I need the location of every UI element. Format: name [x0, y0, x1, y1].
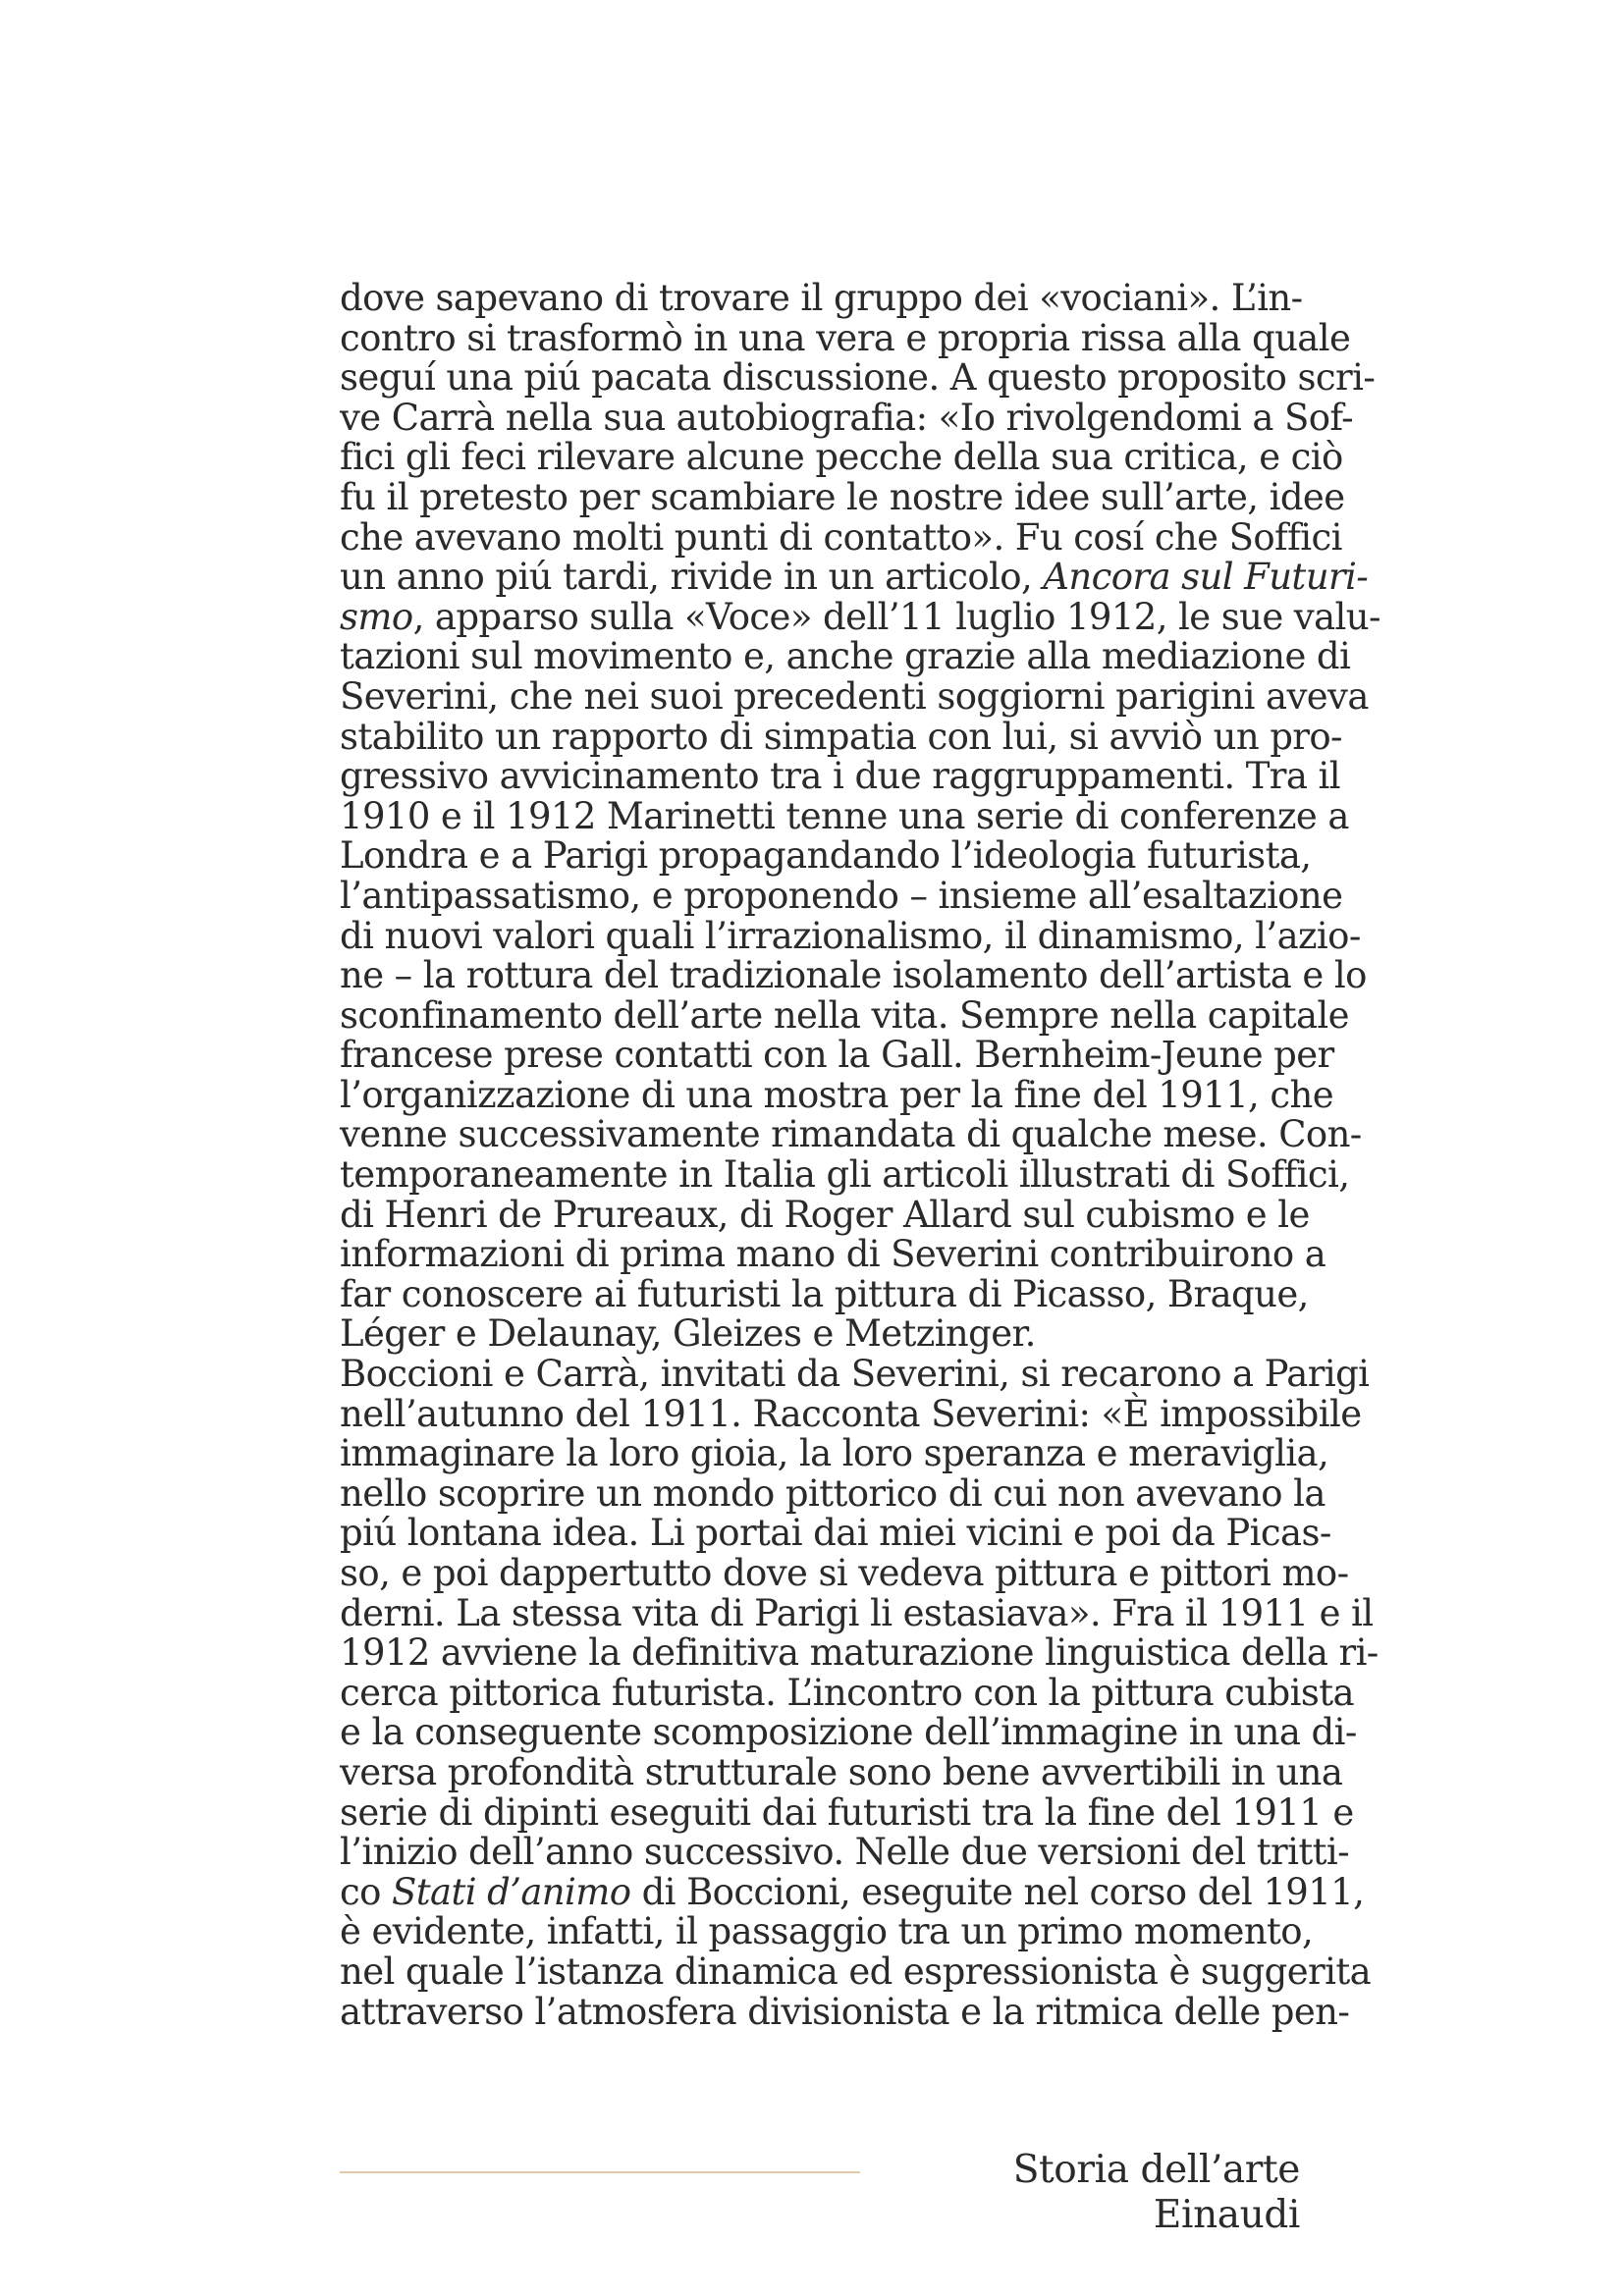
text-line: è evidente, infatti, il passaggio tra un primo momento, [340, 1910, 1314, 1953]
text-line: fu il pretesto per scambiare le nostre idee sull’arte, idee [340, 475, 1345, 518]
text-line: piú lontana idea. Li portai dai miei vicini e poi da Picas- [340, 1512, 1331, 1555]
paragraph-end-line: Léger e Delaunay, Gleizes e Metzinger. [340, 1312, 1036, 1356]
text-line [340, 556, 1369, 599]
text-line: stabilito un rapporto di simpatia con lui, si avviò un pro- [340, 715, 1342, 758]
text-line: so, e poi dappertutto dove si vedeva pittura e pittori mo- [340, 1552, 1349, 1594]
text-line: l’antipassatismo, e proponendo – insieme all’esaltazione [340, 874, 1343, 917]
footer-publisher-title: Storia dell’arte Einaudi [1012, 2148, 1300, 2237]
text-line: ve Carrà nella sua autobiografia: «Io rivolgendomi a Sof- [340, 396, 1354, 439]
text-line [340, 1870, 1365, 1913]
artwork-title-italic: Stati d’animo [391, 1870, 631, 1913]
text-line: che avevano molti punti di contatto». Fu cosí che Soffici [340, 515, 1342, 559]
text-line: gressivo avvicinamento tra i due raggruppamenti. Tra il [340, 755, 1340, 798]
text-line: informazioni di prima mano di Severini contribuirono a [340, 1233, 1326, 1276]
text-line: ne – la rottura del tradizionale isolamento dell’artista e lo [340, 954, 1367, 997]
text-line: l’inizio dell’anno successivo. Nelle due versioni del tritti- [340, 1831, 1350, 1874]
text-line: l’organizzazione di una mostra per la fine del 1911, che [340, 1073, 1333, 1116]
text-line: nell’autunno del 1911. Racconta Severini: «È impossibile [340, 1392, 1362, 1435]
text-line: dove sapevano di trovare il gruppo dei «vociani». L’in- [340, 277, 1303, 319]
text-line: Boccioni e Carrà, invitati da Severini, si recarono a Parigi [340, 1353, 1370, 1396]
text-line: attraverso l’atmosfera divisionista e la ritmica delle pen- [340, 1990, 1350, 2033]
text-run: di Boccioni, eseguite nel corso del 1911, [630, 1870, 1365, 1913]
footer-divider [340, 2171, 860, 2173]
text-line: contro si trasformò in una vera e propria rissa alla quale [340, 316, 1351, 359]
text-line: 1910 e il 1912 Marinetti tenne una serie di conferenze a [340, 794, 1349, 837]
text-line: immaginare la loro gioia, la loro speranza e meraviglia, [340, 1432, 1329, 1475]
text-line: sconfinamento dell’arte nella vita. Sempre nella capitale [340, 993, 1349, 1037]
text-line: nello scoprire un mondo pittorico di cui non avevano la [340, 1471, 1325, 1515]
text-line: cerca pittorica futurista. L’incontro con la pittura cubista [340, 1671, 1354, 1714]
article-title-italic: Ancora sul Futuri- [1043, 556, 1369, 599]
text-line: di Henri de Prureaux, di Roger Allard sul cubismo e le [340, 1193, 1310, 1236]
text-line: francese prese contatti con la Gall. Bernheim-Jeune per [340, 1034, 1334, 1077]
text-line: di nuovi valori quali l’irrazionalismo, il dinamismo, l’azio- [340, 914, 1361, 957]
text-line [340, 595, 1380, 638]
text-line: temporaneamente in Italia gli articoli illustrati di Soffici, [340, 1153, 1350, 1197]
text-line: far conoscere ai futuristi la pittura di Picasso, Braque, [340, 1272, 1309, 1315]
text-line: Severini, che nei suoi precedenti soggiorni parigini aveva [340, 674, 1369, 718]
text-line: derni. La stessa vita di Parigi li estasiava». Fra il 1911 e il [340, 1591, 1374, 1634]
text-line: seguí una piú pacata discussione. A questo proposito scri- [340, 356, 1376, 400]
text-line: 1912 avviene la definitiva maturazione linguistica della ri- [340, 1631, 1379, 1675]
text-line: nel quale l’istanza dinamica ed espressionista è suggerita [340, 1949, 1372, 1993]
article-title-italic: smo [340, 595, 413, 638]
text-line: tazioni sul movimento e, anche grazie alla mediazione di [340, 635, 1351, 678]
text-run: , apparso sulla «Voce» dell’11 luglio 1912, le sue valu- [412, 595, 1380, 638]
text-line: serie di dipinti eseguiti dai futuristi tra la fine del 1911 e [340, 1790, 1354, 1834]
body-text [340, 277, 1380, 2033]
text-run: co [340, 1870, 392, 1913]
text-line: Londra e a Parigi propagandando l’ideologia futurista, [340, 834, 1312, 878]
text-run: un anno piú tardi, rivide in un articolo, [340, 556, 1044, 599]
text-line: fici gli feci rilevare alcune pecche della sua critica, e ciò [340, 436, 1343, 479]
text-line: venne successivamente rimandata di qualche mese. Con- [340, 1113, 1362, 1156]
text-line: e la conseguente scomposizione dell’immagine in una di- [340, 1711, 1357, 1754]
text-line: versa profondità strutturale sono bene avvertibili in una [340, 1750, 1343, 1793]
